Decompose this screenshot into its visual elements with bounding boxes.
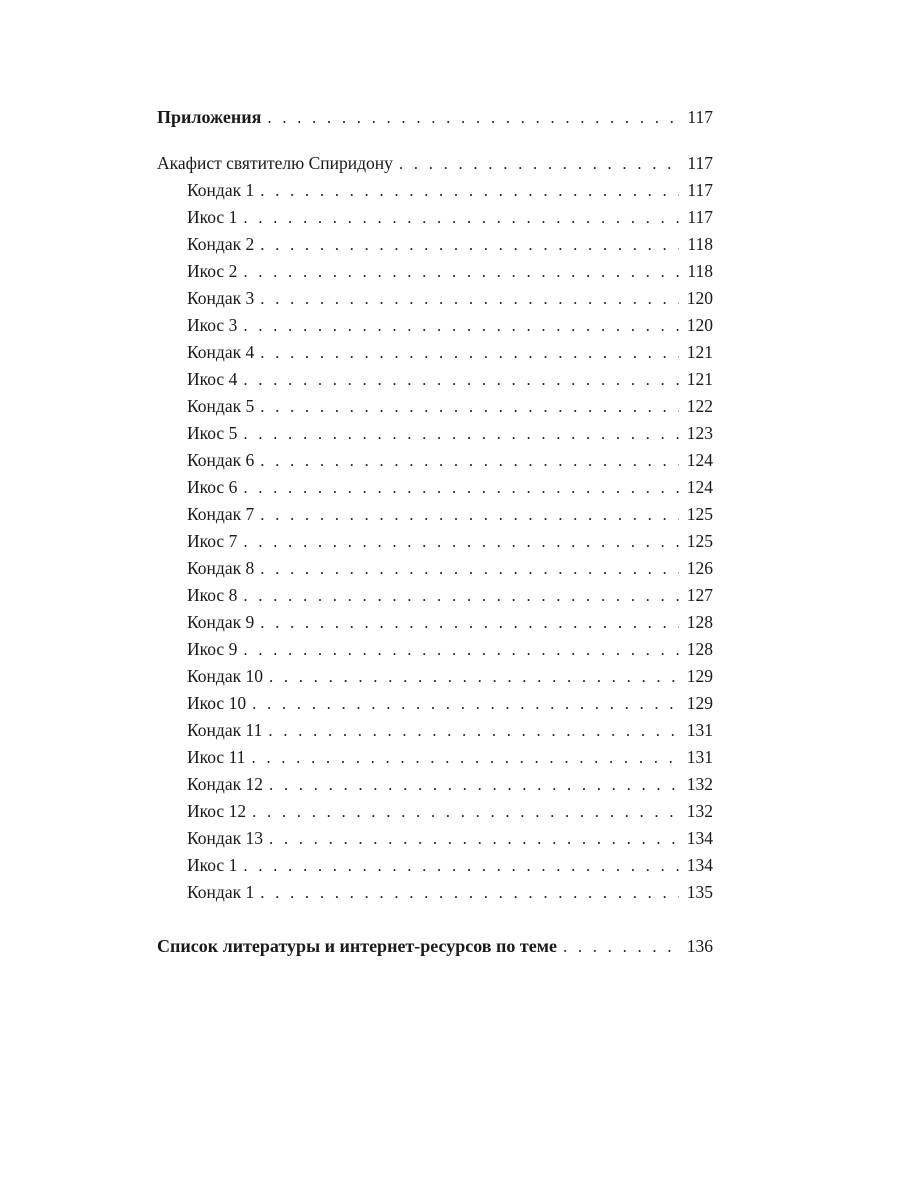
toc-entry[interactable]: [157, 879, 713, 906]
toc-entry[interactable]: [157, 744, 713, 771]
toc-entry-label: Кондак 7: [187, 504, 255, 524]
toc-entry-label: Икос 6: [187, 477, 238, 497]
toc-page-number: 128: [686, 639, 713, 659]
toc-entry[interactable]: [157, 312, 713, 339]
toc-entry[interactable]: [157, 771, 713, 798]
dot-leader: [268, 717, 678, 744]
toc-page-number: 134: [686, 855, 713, 875]
toc-entry-label: Кондак 6: [187, 450, 255, 470]
toc-page-number: 121: [686, 342, 713, 362]
toc-page-number: 128: [686, 612, 713, 632]
dot-leader: [252, 798, 679, 825]
toc-page-number: 126: [686, 558, 713, 578]
toc-entry-label: Кондак 5: [187, 396, 255, 416]
toc-entry-label: Икос 10: [187, 693, 247, 713]
toc-entry[interactable]: [157, 717, 713, 744]
toc-entry[interactable]: [157, 609, 713, 636]
toc-entry[interactable]: [157, 447, 713, 474]
toc-entry-label: Кондак 3: [187, 288, 255, 308]
toc-page-number: 120: [686, 288, 713, 308]
toc-entry[interactable]: [157, 258, 713, 285]
dot-leader: [243, 366, 678, 393]
toc-entry[interactable]: [157, 231, 713, 258]
toc-entry-label: Икос 1: [187, 855, 238, 875]
dot-leader: [243, 474, 678, 501]
dot-leader: [260, 609, 679, 636]
toc-entry[interactable]: [157, 690, 713, 717]
toc-entry-label: Кондак 11: [187, 720, 263, 740]
dot-leader: [399, 150, 680, 177]
toc-page-number: 125: [686, 504, 713, 524]
toc-entry[interactable]: [157, 555, 713, 582]
toc-page-number: 121: [686, 369, 713, 389]
toc-entry[interactable]: [157, 501, 713, 528]
dot-leader: [260, 501, 679, 528]
dot-leader: [260, 231, 679, 258]
dot-leader: [269, 663, 679, 690]
toc-page-number: 124: [686, 450, 713, 470]
dot-leader: [252, 690, 679, 717]
toc-entry[interactable]: [157, 204, 713, 231]
dot-leader: [269, 825, 679, 852]
toc-entry-label: Кондак 9: [187, 612, 255, 632]
dot-leader: [243, 852, 678, 879]
toc-entry-appendix[interactable]: [157, 104, 713, 131]
toc-entry-label: Кондак 8: [187, 558, 255, 578]
dot-leader: [243, 420, 678, 447]
toc-page-number: 131: [686, 720, 713, 740]
dot-leader: [260, 555, 679, 582]
toc-entry-label: Приложения: [157, 107, 262, 127]
dot-leader: [243, 204, 679, 231]
toc-entry[interactable]: [157, 339, 713, 366]
toc-page-number: 122: [686, 396, 713, 416]
toc-entry[interactable]: [157, 636, 713, 663]
toc-entry[interactable]: [157, 852, 713, 879]
toc-page-number: 132: [686, 774, 713, 794]
toc-page-number: 124: [686, 477, 713, 497]
toc-entry-label: Икос 4: [187, 369, 238, 389]
toc-page-number: 117: [687, 153, 713, 173]
dot-leader: [260, 879, 679, 906]
toc-page-number: 117: [687, 107, 713, 127]
toc-page-number: 120: [686, 315, 713, 335]
toc-sub-entries: [157, 177, 713, 906]
toc-entry-label: Акафист святителю Спиридону: [157, 153, 393, 173]
toc-entry[interactable]: [157, 582, 713, 609]
toc-entry-label: Икос 3: [187, 315, 238, 335]
toc-page-number: 117: [687, 180, 713, 200]
toc-page-number: 117: [687, 207, 713, 227]
toc-page-number: 129: [686, 693, 713, 713]
toc-entry[interactable]: [157, 474, 713, 501]
toc-entry-label: Икос 11: [187, 747, 246, 767]
dot-leader: [251, 744, 678, 771]
dot-leader: [243, 636, 678, 663]
toc-entry-label: Икос 7: [187, 531, 238, 551]
toc-page-number: 125: [686, 531, 713, 551]
toc-entry-label: Икос 1: [187, 207, 238, 227]
toc-entry[interactable]: [157, 285, 713, 312]
dot-leader: [243, 582, 678, 609]
spacer: [157, 906, 713, 933]
toc-entry[interactable]: [157, 177, 713, 204]
toc-page-number: 131: [686, 747, 713, 767]
toc-page-number: 129: [686, 666, 713, 686]
toc-entry[interactable]: [157, 366, 713, 393]
toc-entry-label: Икос 9: [187, 639, 238, 659]
toc-page-number: 118: [687, 234, 713, 254]
toc-entry-label: Икос 8: [187, 585, 238, 605]
toc-entry[interactable]: [157, 825, 713, 852]
toc-entry-label: Кондак 10: [187, 666, 263, 686]
toc-entry-label: Список литературы и интернет-ресурсов по теме: [157, 936, 557, 956]
dot-leader: [260, 447, 679, 474]
toc-entry-label: Икос 5: [187, 423, 238, 443]
dot-leader: [260, 339, 679, 366]
toc-entry-label: Икос 12: [187, 801, 247, 821]
toc-page-number: 132: [686, 801, 713, 821]
toc-entry-label: Кондак 1: [187, 180, 255, 200]
toc-entry[interactable]: [157, 663, 713, 690]
dot-leader: [243, 528, 678, 555]
toc-entry-label: Кондак 12: [187, 774, 263, 794]
toc-entry-label: Икос 2: [187, 261, 238, 281]
toc-page-number: 134: [686, 828, 713, 848]
dot-leader: [243, 312, 678, 339]
toc-page-number: 118: [687, 261, 713, 281]
dot-leader: [267, 104, 679, 131]
toc-entry[interactable]: [157, 528, 713, 555]
toc-page-number: 123: [686, 423, 713, 443]
toc-entry-label: Кондак 13: [187, 828, 263, 848]
toc-entry-bibliography[interactable]: [157, 933, 713, 960]
table-of-contents: [157, 104, 713, 960]
toc-entry-label: Кондак 2: [187, 234, 255, 254]
dot-leader: [260, 393, 679, 420]
dot-leader: [563, 933, 679, 960]
spacer: [157, 131, 713, 150]
toc-entry[interactable]: [157, 798, 713, 825]
dot-leader: [260, 177, 679, 204]
toc-page-number: 127: [686, 585, 713, 605]
toc-entry-label: Кондак 4: [187, 342, 255, 362]
toc-entry[interactable]: [157, 393, 713, 420]
toc-page-number: 136: [686, 936, 713, 956]
dot-leader: [243, 258, 679, 285]
toc-entry-akathist[interactable]: [157, 150, 713, 177]
toc-entry-label: Кондак 1: [187, 882, 255, 902]
dot-leader: [269, 771, 679, 798]
toc-entry[interactable]: [157, 420, 713, 447]
dot-leader: [260, 285, 679, 312]
toc-page-number: 135: [686, 882, 713, 902]
